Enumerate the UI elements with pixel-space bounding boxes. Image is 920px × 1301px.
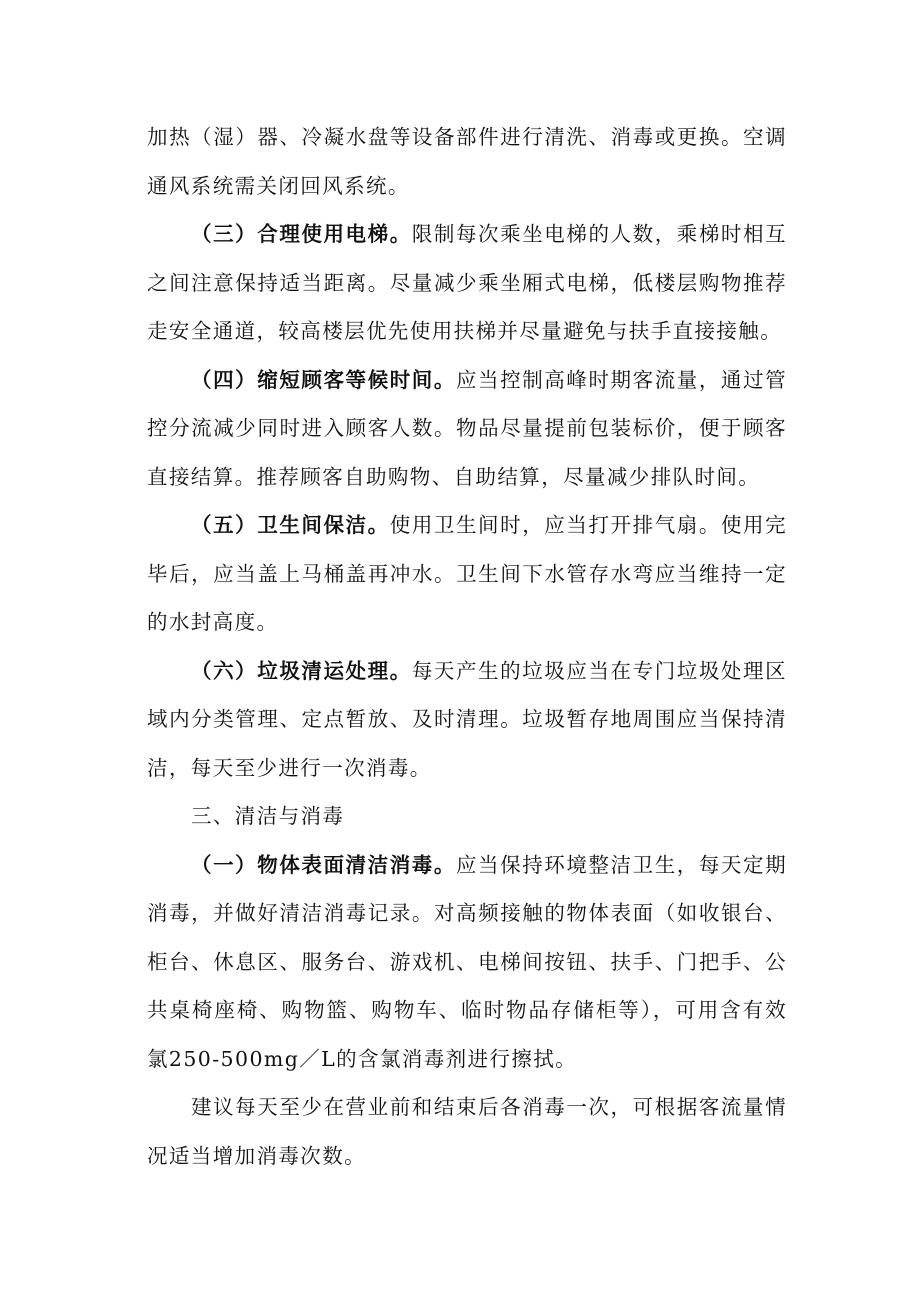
paragraph-elevator-use [147,210,787,356]
paragraph-disinfection-frequency [147,1083,787,1180]
paragraph-hvac-cleaning [147,113,787,210]
paragraph-surface-disinfection [147,841,787,1084]
paragraph-lead: （三）合理使用电梯。 [191,222,412,246]
paragraph-garbage-handling [147,647,787,793]
section-heading: 三、清洁与消毒 [191,804,345,828]
paragraph-text: 应当保持环境整洁卫生，每天定期消毒，并做好清洁消毒记录。对高频接触的物体表面（如收银台、柜台、休息区、服务台、游戏机、电梯间按钮、扶手、门把手、公共桌椅座椅、购物篮、购物车、临时物品存储柜等），可用含有效氯250-500mg／L的含氯消毒剂进行擦拭。 [147,852,787,1071]
paragraph-text: 限制每次乘坐电梯的人数，乘梯时相互之间注意保持适当距离。尽量减少乘坐厢式电梯，低楼层购物推荐走安全通道，较高楼层优先使用扶梯并尽量避免与扶手直接接触。 [147,222,787,343]
paragraph-lead: （四）缩短顾客等候时间。 [191,367,456,392]
paragraph-restroom-cleaning [147,501,787,647]
paragraph-text: 建议每天至少在营业前和结束后各消毒一次，可根据客流量情况适当增加消毒次数。 [147,1095,787,1168]
paragraph-lead: （五）卫生间保洁。 [191,513,390,537]
paragraph-text: 加热（湿）器、冷凝水盘等设备部件进行清洗、消毒或更换。空调通风系统需关闭回风系统。 [147,125,787,198]
document-body [147,113,787,1180]
paragraph-lead: （六）垃圾清运处理。 [191,658,412,683]
paragraph-text: 每天产生的垃圾应当在专门垃圾处理区域内分类管理、定点暂放、及时清理。垃圾暂存地周围应当保持清洁，每天至少进行一次消毒。 [147,658,787,780]
paragraph-text: 应当控制高峰时期客流量，通过管控分流减少同时进入顾客人数。物品尽量提前包装标价，便于顾客直接结算。推荐顾客自助购物、自助结算，尽量减少排队时间。 [147,367,787,489]
paragraph-text: 使用卫生间时，应当打开排气扇。使用完毕后，应当盖上马桶盖再冲水。卫生间下水管存水弯应当维持一定的水封高度。 [147,513,787,634]
paragraph-lead: （一）物体表面清洁消毒。 [191,852,456,877]
paragraph-waiting-time [147,356,787,502]
